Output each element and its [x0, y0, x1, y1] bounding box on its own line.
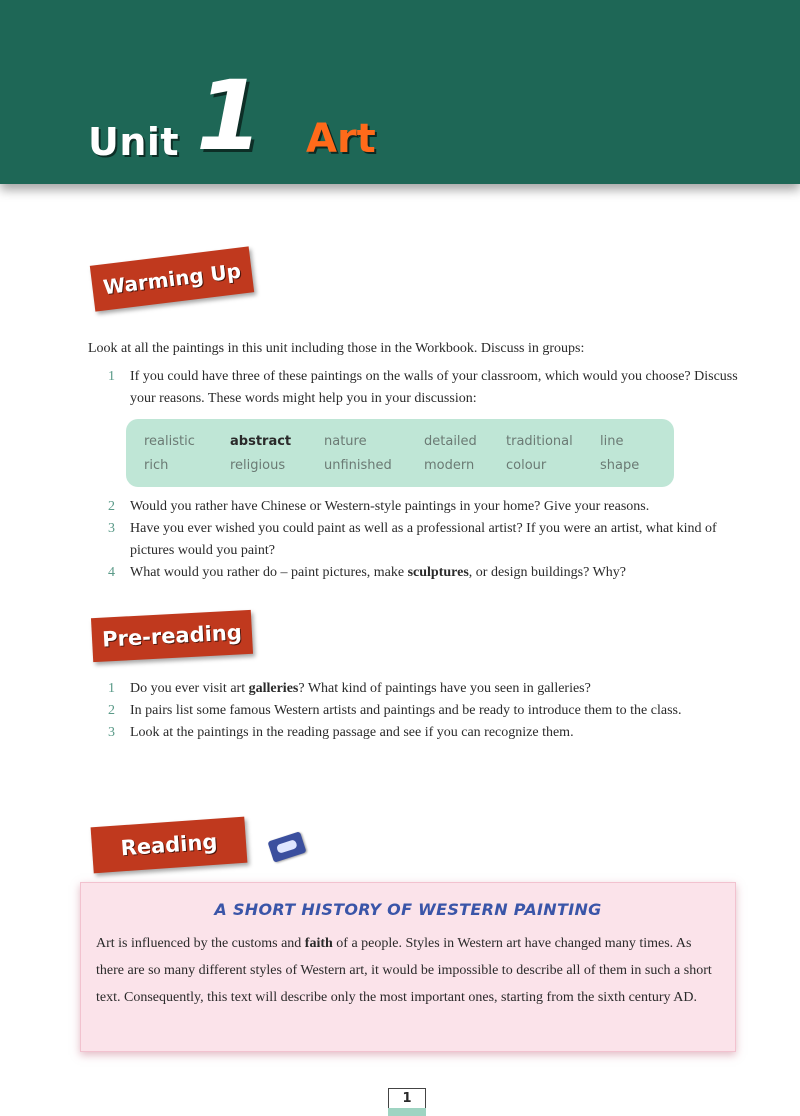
question-number: 1 [108, 369, 115, 384]
vocab-word: nature [324, 434, 367, 449]
question-text [130, 681, 591, 696]
unit-number: 1 [196, 60, 263, 172]
question-text: Look at the paintings in the reading passage and see if you can recognize them. [130, 725, 574, 740]
warming-up-banner: Warming Up [90, 246, 254, 311]
unit-label: Unit [88, 120, 180, 164]
warming-up-intro: Look at all the paintings in this unit including those in the Workbook. Discuss in groups: [88, 341, 585, 356]
vocab-word: abstract [230, 434, 292, 449]
question-text-part: Do you ever visit art [130, 681, 249, 696]
pre-reading-questions [108, 678, 738, 744]
unit-header [0, 0, 800, 184]
list-item [108, 678, 738, 700]
list-item [108, 722, 738, 744]
question-number: 3 [108, 521, 115, 536]
reading-title: A SHORT HISTORY OF WESTERN PAINTING [214, 900, 602, 919]
list-item [108, 562, 738, 584]
list-item [108, 496, 738, 518]
question-keyword: galleries [248, 681, 299, 696]
question-number: 4 [108, 565, 115, 580]
list-item [108, 700, 738, 722]
cassette-tape-icon[interactable] [267, 831, 306, 862]
vocab-word: line [600, 434, 624, 449]
question-text-part: What would you rather do – paint pictures, make [130, 565, 408, 580]
reading-text [96, 930, 720, 1011]
reading-banner: Reading [91, 817, 248, 874]
pre-reading-banner: Pre-reading [91, 610, 253, 662]
question-text: Have you ever wished you could paint as well as a professional artist? If you were an artist, what kind of pictures would you paint? [130, 521, 717, 558]
vocab-word: modern [424, 458, 475, 473]
page-number: 1 [388, 1088, 426, 1110]
reading-text-part: Art is influenced by the customs and [96, 936, 305, 951]
vocab-word: detailed [424, 434, 477, 449]
reading-text-part: of a people. Styles in Western art have changed many times. As there are so many different styles of Western art, it would be impossible to describe all of them in such a short text. Consequently, this text will describe only the most important ones, starting from the sixth century AD. [96, 936, 712, 1005]
page-number-strip [388, 1108, 426, 1116]
reading-passage [80, 882, 736, 1052]
vocab-word: realistic [144, 434, 195, 449]
question-keyword: sculptures [407, 565, 469, 580]
unit-title: Art [306, 116, 376, 162]
question-text-part: ? What kind of paintings have you seen in galleries? [298, 681, 591, 696]
list-item [108, 518, 738, 562]
reading-keyword: faith [304, 936, 333, 951]
cassette-window [276, 839, 298, 854]
question-text: If you could have three of these paintings on the walls of your classroom, which would you choose? Discuss your reasons. These words might help you in your discussion: [130, 369, 738, 406]
question-number: 1 [108, 681, 115, 696]
vocab-word: shape [600, 458, 640, 473]
question-number: 3 [108, 725, 115, 740]
question-number: 2 [108, 703, 115, 718]
list-item [108, 366, 738, 410]
vocab-word: colour [506, 458, 547, 473]
vocab-word: religious [230, 458, 286, 473]
vocab-word: traditional [506, 434, 573, 449]
vocab-word: rich [144, 458, 169, 473]
question-number: 2 [108, 499, 115, 514]
question-text [130, 565, 626, 580]
question-text: Would you rather have Chinese or Western-style paintings in your home? Give your reasons. [130, 499, 650, 514]
question-text: In pairs list some famous Western artists and paintings and be ready to introduce them to the class. [130, 703, 682, 718]
warming-up-question-1 [108, 366, 738, 410]
warming-up-questions-2-4 [108, 496, 738, 584]
vocab-word: unfinished [324, 458, 392, 473]
vocabulary-box [126, 419, 674, 487]
question-text-part: , or design buildings? Why? [468, 565, 627, 580]
